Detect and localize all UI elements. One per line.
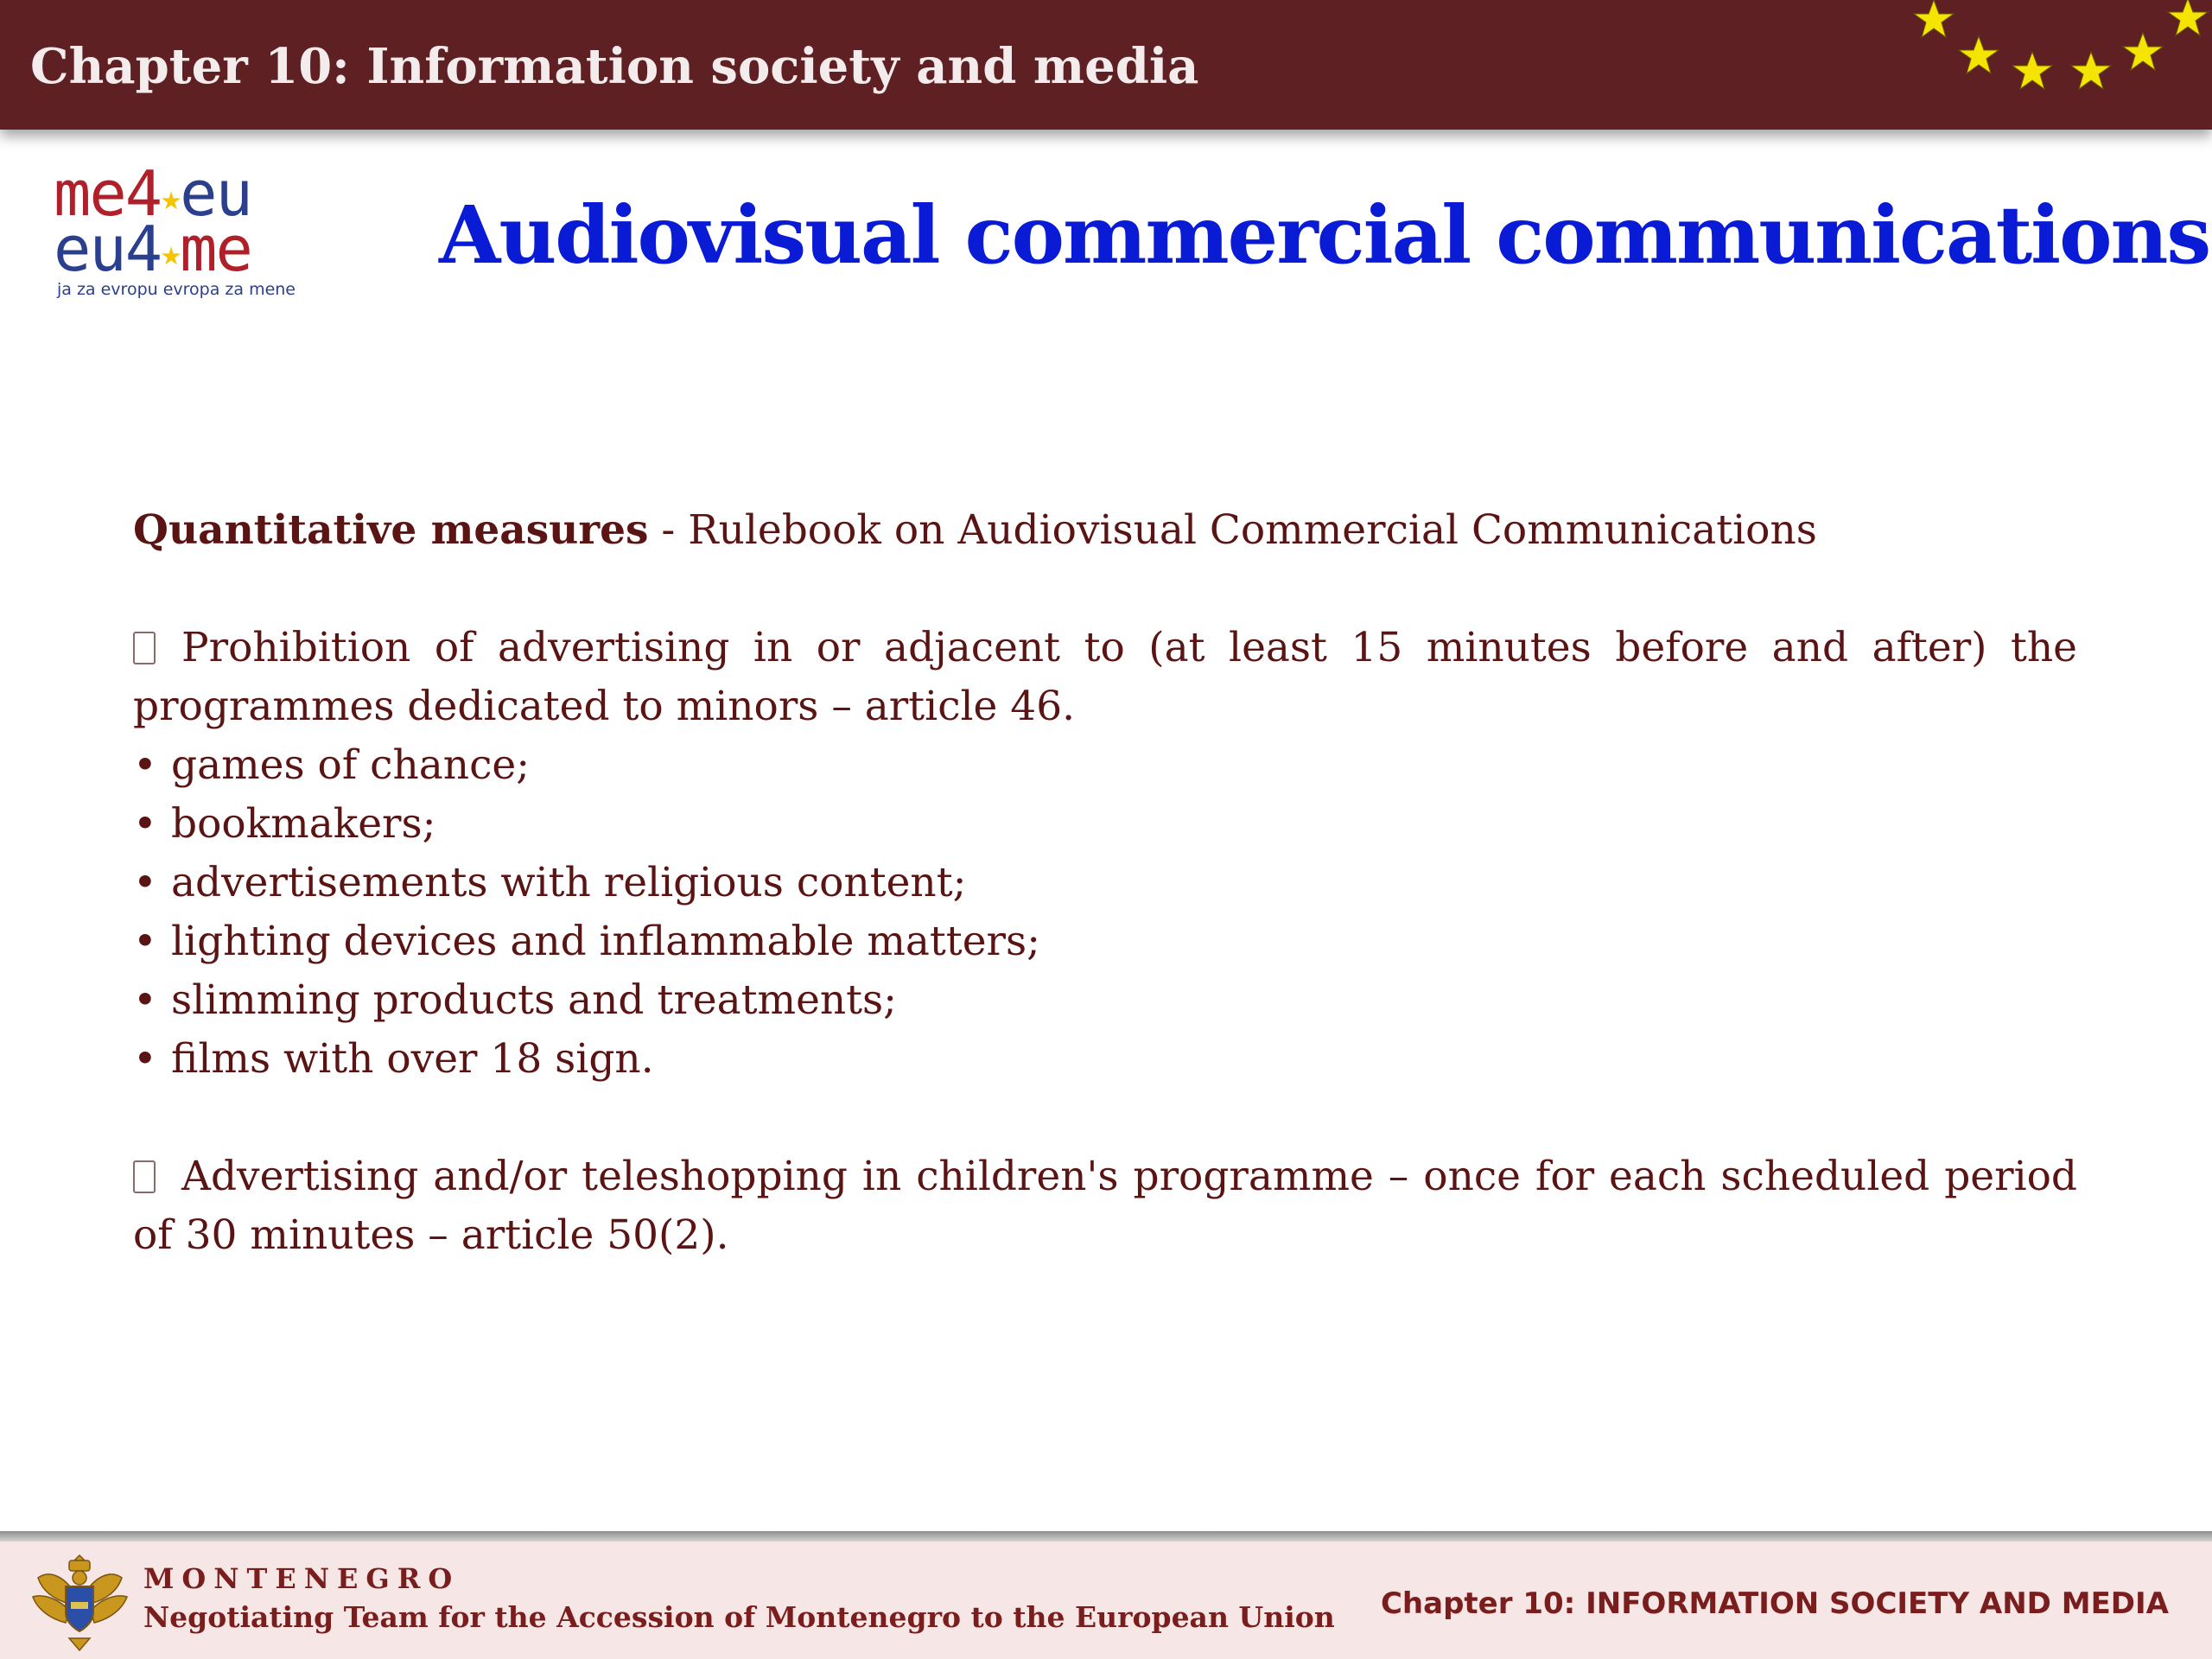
eu-stars-icon — [1901, 0, 2212, 130]
bullet-list — [133, 736, 2077, 1089]
list-item: • games of chance; — [133, 736, 2077, 795]
montenegro-coat-of-arms-icon — [26, 1543, 134, 1656]
footer-team: Negotiating Team for the Accession of Montenegro to the European Union — [143, 1600, 1335, 1634]
lead-bold: Quantitative measures — [133, 506, 649, 554]
logo-line-1: me4★eu — [54, 157, 251, 230]
list-item: • advertisements with religious content; — [133, 854, 2077, 912]
list-item: • films with over 18 sign. — [133, 1030, 2077, 1089]
logo-star-icon: ★ — [161, 233, 181, 274]
list-item: • bookmakers; — [133, 795, 2077, 854]
logo-line-2: eu4★me — [54, 213, 251, 285]
lead-line — [133, 501, 2077, 560]
checkbox-glyph-icon — [133, 1160, 156, 1193]
paragraph-advertising: Advertising and/or teleshopping in children's programme – once for each scheduled period of 30 minutes – article 50(2). — [133, 1153, 2077, 1259]
chapter-title: Chapter 10: Information society and media — [30, 38, 1199, 95]
footer-country: MONTENEGRO — [143, 1562, 461, 1595]
logo-star-icon: ★ — [161, 178, 181, 219]
logo-tagline: ja za evropu evropa za mene — [57, 280, 296, 299]
lead-rest: - Rulebook on Audiovisual Commercial Communications — [648, 506, 1817, 554]
header-bar — [0, 0, 2212, 130]
checkbox-glyph-icon — [133, 632, 156, 664]
slide-body — [133, 501, 2077, 1265]
footer-divider — [0, 1531, 2212, 1541]
me4eu-logo — [54, 157, 321, 301]
slide-title: Audiovisual commercial communications — [439, 188, 2210, 282]
footer-chapter: Chapter 10: INFORMATION SOCIETY AND MEDIA — [1380, 1586, 2169, 1621]
list-item: • lighting devices and inflammable matters; — [133, 912, 2077, 971]
paragraph-prohibition: Prohibition of advertising in or adjacent to (at least 15 minutes before and after) the programmes dedicated to minors – article 46. — [133, 624, 2077, 730]
list-item: • slimming products and treatments; — [133, 971, 2077, 1030]
